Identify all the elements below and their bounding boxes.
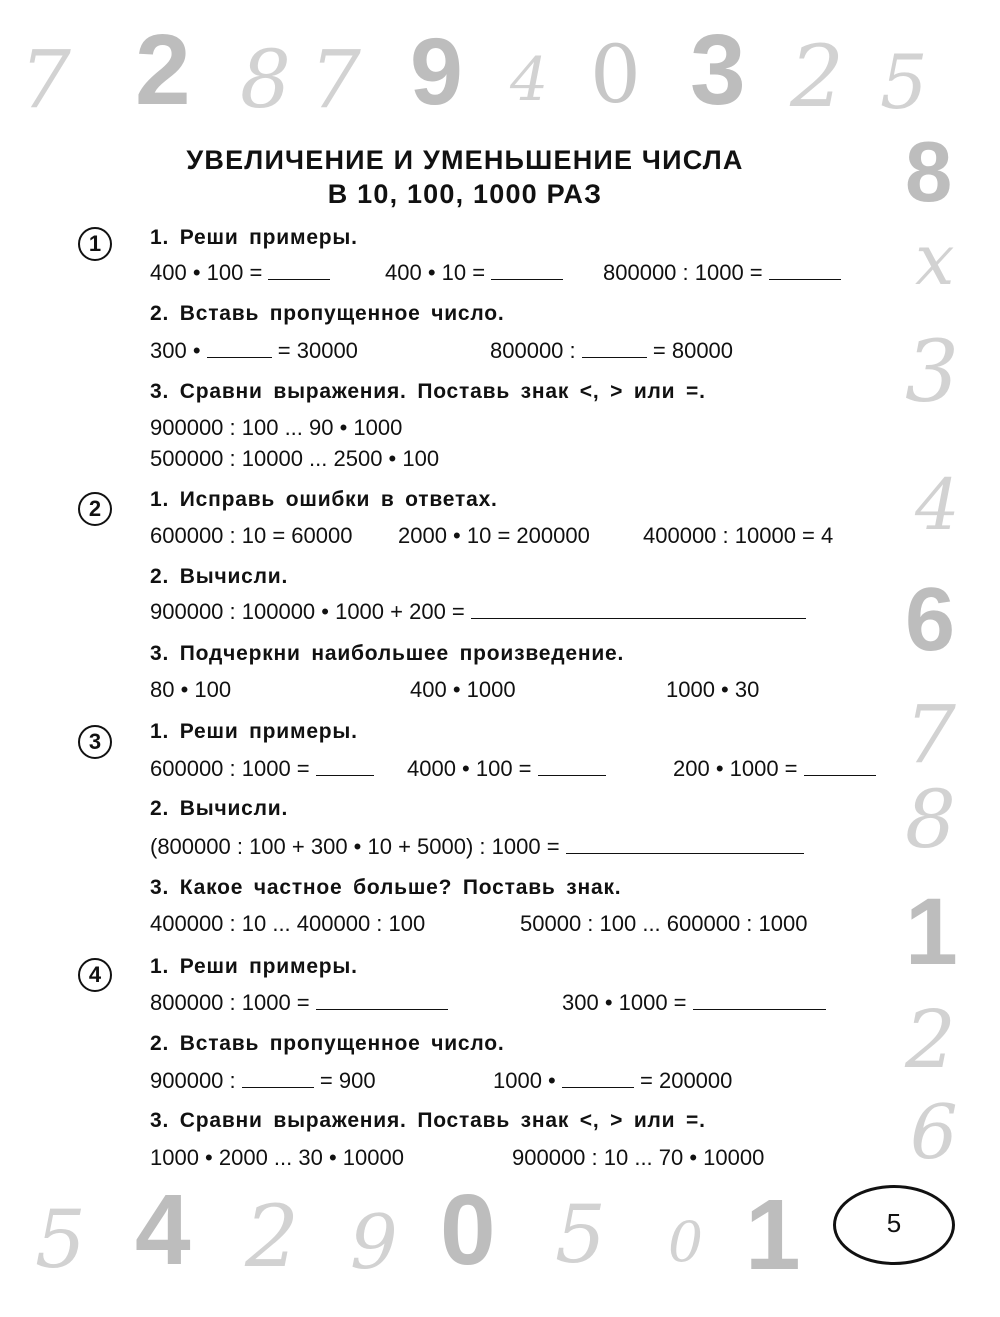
expression: 400 • 100 = (150, 260, 263, 285)
exercise-line (562, 989, 826, 1016)
decor-digit: 2 (245, 1188, 300, 1287)
exercise-line: 900000 : 10 ... 70 • 10000 (512, 1145, 765, 1170)
exercise-line (150, 259, 330, 286)
decor-digit: 9 (410, 19, 463, 125)
expression: 1000 • (493, 1068, 556, 1093)
answer-blank[interactable] (316, 755, 374, 776)
exercise-line (150, 1067, 376, 1094)
answer-blank[interactable] (538, 755, 606, 776)
decor-digit: 4 (915, 464, 960, 546)
exercise-line: 400000 : 10000 = 4 (643, 523, 834, 548)
exercise-line: 600000 : 10 = 60000 (150, 523, 353, 548)
answer-blank[interactable] (491, 259, 563, 280)
decor-digit: 7 (20, 33, 71, 126)
task-label: 2. Вставь пропущенное число. (150, 302, 505, 325)
answer-blank[interactable] (242, 1067, 314, 1088)
exercise-line (150, 755, 374, 782)
section-number-badge: 1 (78, 227, 112, 261)
answer-blank[interactable] (582, 337, 647, 358)
decor-digit: 0 (440, 1174, 496, 1286)
decor-digit: x (915, 219, 955, 301)
exercise-line (150, 989, 448, 1016)
expression: 800000 : 1000 = (603, 260, 763, 285)
expression: = 200000 (640, 1068, 733, 1093)
decor-digit: 3 (690, 14, 746, 126)
exercise-line: 500000 : 10000 ... 2500 • 100 (150, 446, 440, 471)
task-label: 1. Реши примеры. (150, 955, 358, 978)
section-number-badge: 3 (78, 725, 112, 759)
expression: = 900 (319, 1068, 376, 1093)
expression: = 80000 (652, 338, 734, 363)
exercise-line: 400 • 1000 (410, 677, 516, 702)
answer-blank[interactable] (316, 989, 448, 1010)
task-label: 2. Вставь пропущенное число. (150, 1032, 505, 1055)
section-number-badge: 2 (78, 492, 112, 526)
exercise-line: 1000 • 30 (666, 677, 760, 702)
answer-blank[interactable] (693, 989, 826, 1010)
decor-digit: 5 (880, 38, 928, 126)
expression: 800000 : (490, 338, 576, 363)
section-number-badge: 4 (78, 958, 112, 992)
decor-digit: 7 (905, 688, 956, 781)
expression: 200 • 1000 = (673, 756, 798, 781)
decor-digit: 3 (905, 323, 960, 422)
expression: 300 • (150, 338, 201, 363)
answer-blank[interactable] (804, 755, 876, 776)
decor-digit: 4 (510, 45, 549, 115)
page-title (0, 143, 930, 211)
answer-blank[interactable] (566, 833, 804, 854)
decor-digit: 4 (135, 1174, 191, 1286)
expression: = 30000 (277, 338, 358, 363)
expression: 4000 • 100 = (407, 756, 532, 781)
decor-digit: 7 (310, 33, 361, 126)
answer-blank[interactable] (207, 337, 272, 358)
task-label: 2. Вычисли. (150, 797, 289, 820)
exercise-line: 80 • 100 (150, 677, 232, 702)
decor-digit: 8 (905, 125, 953, 220)
exercise-line (385, 259, 563, 286)
exercise-line: 400000 : 10 ... 400000 : 100 (150, 911, 426, 936)
task-label: 3. Подчеркни наибольшее произведение. (150, 642, 625, 665)
expression: 900000 : (150, 1068, 236, 1093)
exercise-line (490, 337, 733, 364)
answer-blank[interactable] (268, 259, 330, 280)
task-label: 1. Исправь ошибки в ответах. (150, 488, 498, 511)
answer-blank[interactable] (562, 1067, 634, 1088)
exercise-line (150, 833, 804, 860)
exercise-line (407, 755, 606, 782)
exercise-line (493, 1067, 732, 1094)
expression: 600000 : 1000 = (150, 756, 310, 781)
title-line: УВЕЛИЧЕНИЕ И УМЕНЬШЕНИЕ ЧИСЛА (186, 145, 744, 175)
exercise-line: 50000 : 100 ... 600000 : 1000 (520, 911, 808, 936)
task-label: 1. Реши примеры. (150, 720, 358, 743)
decor-digit: 1 (905, 879, 958, 985)
expression: 800000 : 1000 = (150, 990, 310, 1015)
exercise-line: 2000 • 10 = 200000 (398, 523, 590, 548)
task-label: 2. Вычисли. (150, 565, 289, 588)
page-number: 5 (886, 1208, 902, 1238)
decor-digit: 5 (35, 1193, 86, 1286)
answer-blank[interactable] (471, 598, 806, 619)
decor-digit: 6 (905, 570, 956, 670)
task-label: 3. Сравни выражения. Поставь знак <, > или =. (150, 1109, 706, 1132)
task-label: 3. Сравни выражения. Поставь знак <, > или =. (150, 380, 706, 403)
expression: (800000 : 100 + 300 • 10 + 5000) : 1000 = (150, 834, 560, 859)
decor-digit: 8 (905, 773, 956, 866)
exercise-line (150, 337, 358, 364)
exercise-line (673, 755, 876, 782)
expression: 900000 : 100000 • 1000 + 200 = (150, 599, 465, 624)
decor-digit: 6 (910, 1088, 958, 1176)
expression: 400 • 10 = (385, 260, 486, 285)
title-line: В 10, 100, 1000 РАЗ (327, 179, 603, 209)
answer-blank[interactable] (769, 259, 841, 280)
task-label: 1. Реши примеры. (150, 226, 358, 249)
exercise-line (603, 259, 841, 286)
decor-digit: 8 (240, 33, 291, 126)
decor-digit: 2 (790, 28, 845, 127)
decor-digit: 0 (590, 28, 641, 121)
decor-digit: 2 (905, 993, 956, 1086)
exercise-line: 1000 • 2000 ... 30 • 10000 (150, 1145, 404, 1170)
expression: 300 • 1000 = (562, 990, 687, 1015)
exercise-line: 900000 : 100 ... 90 • 1000 (150, 415, 403, 440)
task-label: 3. Какое частное больше? Поставь знак. (150, 876, 622, 899)
decor-digit: 5 (555, 1188, 606, 1281)
exercise-line (150, 598, 806, 625)
decor-digit: 1 (745, 1179, 801, 1291)
decor-digit: 2 (135, 14, 191, 126)
decor-digit: 0 (668, 1210, 703, 1274)
decor-digit: 9 (350, 1198, 398, 1286)
